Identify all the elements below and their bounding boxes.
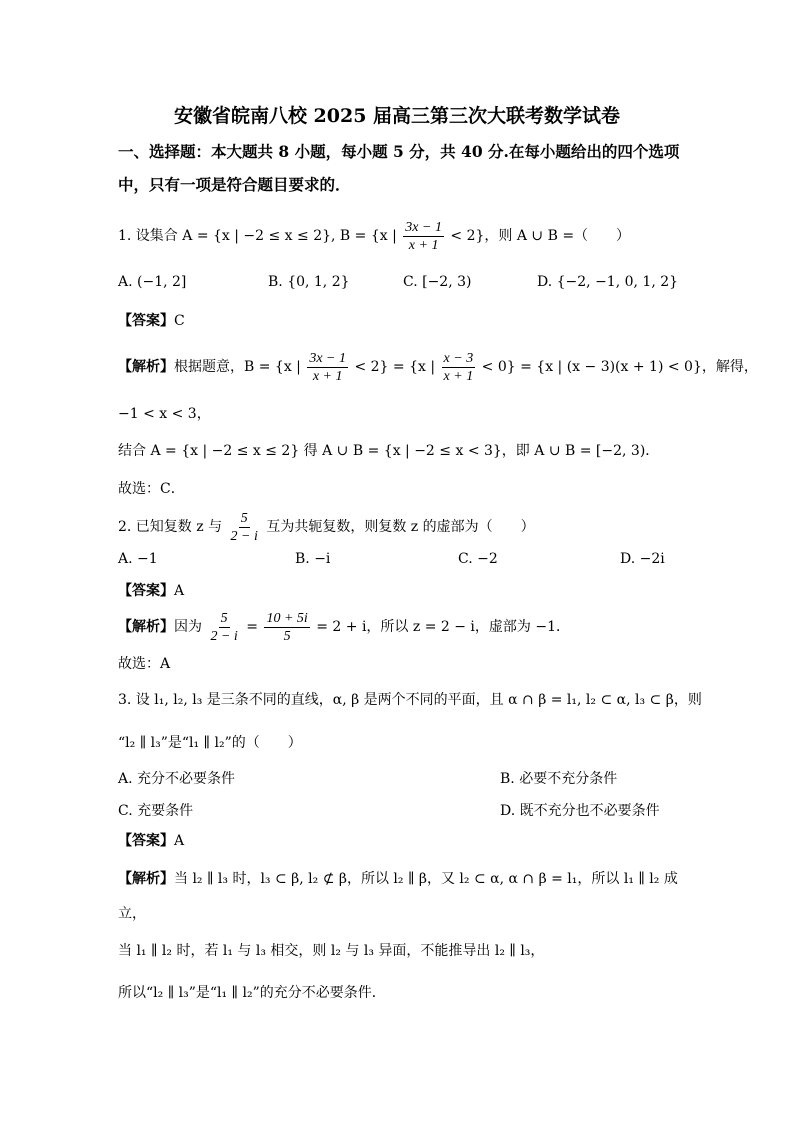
frac-num: 5	[220, 610, 228, 626]
q2-analysis-text: 因为	[174, 619, 202, 635]
q1-option-c: C. [−2, 3)	[403, 274, 472, 290]
q1-frac-num: 3x − 1	[405, 219, 442, 235]
q1-analysis-line3: 结合 A = {x | −2 ≤ x ≤ 2} 得 A ∪ B = {x | −2 ≤ x < 3}，即 A ∪ B = [−2, 3)．	[118, 443, 660, 459]
answer-label: 【答案】	[118, 583, 174, 599]
q3-answer	[118, 831, 184, 851]
q2-option-c: C. −2	[458, 551, 498, 567]
q1-answer	[118, 311, 185, 331]
frac-num: 10 + 5i	[266, 610, 308, 626]
q3-analysis-line1	[118, 869, 678, 889]
q1-analysis-fraction1	[307, 350, 348, 385]
q1-analysis-fraction2	[442, 350, 476, 385]
frac-den: x + 1	[312, 368, 343, 384]
q3-stem-line1: 3. 设 l₁, l₂, l₃ 是三条不同的直线，α, β 是两个不同的平面，且 α ∩ β = l₁, l₂ ⊂ α, l₃ ⊂ β，则	[118, 692, 702, 708]
q3-analysis-line4: 所以“l₂ ∥ l₃”是“l₁ ∥ l₂”的充分不必要条件．	[118, 985, 386, 1001]
q3-analysis-text: 当 l₂ ∥ l₃ 时，l₃ ⊂ β, l₂ ⊄ β，所以 l₂ ∥ β，又 l₂ ⊂ α, α ∩ β = l₁，所以 l₁ ∥ l₂ 成	[174, 871, 678, 887]
frac-den: 2 − i	[210, 628, 238, 644]
q1-conclusion: 故选：C．	[118, 481, 185, 497]
section-heading-line1: 一、选择题：本大题共 8 小题，每小题 5 分，共 40 分.在每小题给出的四个选项	[118, 142, 680, 161]
frac-num: 3x − 1	[309, 350, 347, 366]
q2-analysis-fraction1	[208, 610, 239, 645]
q1-stem-text: 1. 设集合 A = {x | −2 ≤ x ≤ 2}, B = {x |	[118, 228, 397, 244]
frac-den: 2 − i	[230, 528, 258, 544]
frac-num: x − 3	[443, 350, 474, 366]
q1-analysis-text3: < 0} = {x | (x − 3)(x + 1) < 0}，解得，	[481, 359, 758, 375]
page-title: 安徽省皖南八校 2025 届高三第三次大联考数学试卷	[173, 105, 621, 127]
q2-stem	[118, 508, 535, 546]
q2-option-a: A. −1	[118, 551, 158, 567]
q2-conclusion: 故选：A	[118, 656, 171, 672]
q2-option-b: B. −i	[295, 551, 331, 567]
q1-stem-text2: < 2}，则 A ∪ B =（ ）	[450, 228, 631, 244]
section-heading-line2: 中，只有一项是符合题目要求的．	[118, 175, 351, 194]
analysis-label: 【解析】	[118, 359, 174, 375]
q1-option-d: D. {−2, −1, 0, 1, 2}	[537, 274, 679, 290]
q3-option-d: D. 既不充分也不必要条件	[500, 803, 660, 819]
q1-stem	[118, 218, 630, 254]
frac-den: 5	[283, 628, 291, 644]
q1-analysis-text: 根据题意，B = {x |	[174, 359, 301, 375]
q3-stem-line2: “l₂ ∥ l₃”是“l₁ ∥ l₂”的（ ）	[118, 735, 302, 751]
answer-value: A	[174, 833, 185, 849]
q1-analysis-text2: < 2} = {x |	[354, 359, 436, 375]
answer-value: C	[174, 313, 185, 329]
q1-fraction	[403, 219, 444, 254]
q1-option-b: B. {0, 1, 2}	[268, 274, 350, 290]
q1-analysis	[118, 349, 758, 385]
answer-value: A	[174, 583, 185, 599]
analysis-label: 【解析】	[118, 871, 174, 887]
q3-option-c: C. 充要条件	[118, 803, 194, 819]
q3-option-b: B. 必要不充分条件	[500, 771, 618, 787]
q2-option-d: D. −2i	[620, 551, 665, 567]
answer-label: 【答案】	[118, 833, 174, 849]
answer-label: 【答案】	[118, 313, 174, 329]
q1-option-a: A. (−1, 2]	[118, 274, 187, 290]
q2-answer	[118, 581, 184, 601]
q3-analysis-line3: 当 l₁ ∥ l₂ 时，若 l₁ 与 l₃ 相交，则 l₂ 与 l₃ 异面，不能推导出 l₂ ∥ l₃，	[118, 943, 545, 959]
q1-analysis-line2: −1 < x < 3，	[118, 406, 211, 422]
equals-sign: =	[246, 619, 258, 635]
q2-stem-text: 2. 已知复数 z 与	[118, 519, 223, 535]
frac-den: x + 1	[443, 368, 474, 384]
q2-fraction	[229, 510, 260, 545]
q3-option-a: A. 充分不必要条件	[118, 771, 236, 787]
analysis-label: 【解析】	[118, 619, 174, 635]
q3-analysis-line2: 立，	[118, 906, 146, 922]
q2-analysis	[118, 608, 570, 646]
q2-analysis-fraction2	[264, 610, 309, 645]
frac-num: 5	[240, 510, 248, 526]
q2-stem-text2: 互为共轭复数，则复数 z 的虚部为（ ）	[266, 519, 535, 535]
q2-analysis-text2: = 2 + i，所以 z = 2 − i，虚部为 −1．	[316, 619, 570, 635]
q1-frac-den: x + 1	[408, 237, 439, 253]
